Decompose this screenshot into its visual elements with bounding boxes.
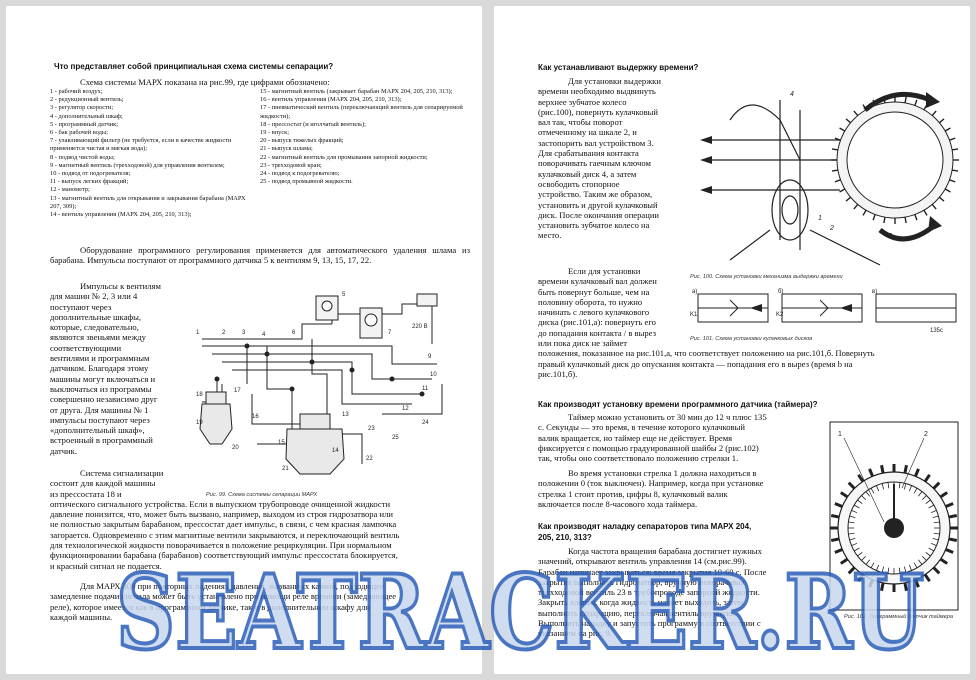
- svg-text:2: 2: [222, 330, 226, 336]
- figure-101-cam-discs: [690, 286, 962, 336]
- legend-item: 19 - впуск;: [260, 129, 290, 137]
- text-line: Во время установки стрелка 1 должна находиться в: [568, 468, 757, 478]
- svg-text:2: 2: [830, 225, 834, 232]
- fig99-voltage-label: 220 В: [412, 324, 428, 330]
- legend-item: 11 - выпуск легких фракций;: [50, 178, 129, 186]
- text-line: валик вращается, но таймер еще не действует. Время: [538, 432, 733, 443]
- text-line: являются звеньями между: [50, 332, 146, 343]
- text-line: для технологической жидкости поворачивается в положение рециркуляции. При нормальном: [50, 540, 392, 551]
- text-line: кулачковый диск 4, а затем: [538, 168, 637, 179]
- text-line: датчиком. Благодаря этому: [50, 363, 149, 374]
- legend-item: 21 - выпуск шлама;: [260, 145, 313, 153]
- legend-item: 17 - пневматический вентиль (переключающий вентиль для сепарируемой жидкости);: [260, 104, 463, 120]
- text-line: Для установки выдержки: [568, 76, 661, 86]
- legend-item: 5 - программный датчик;: [50, 120, 119, 128]
- para-program: Оборудование программного регулирования применяется для автоматического удаления шлама из барабана. Импульсы поступают от программного датчика 5 к вентилям 9, 13, 15, 17, 22.: [50, 245, 470, 266]
- text-line: освободить стопорное: [538, 178, 620, 189]
- fig101-label: в): [872, 289, 878, 295]
- para-impulses: [50, 281, 182, 456]
- text-line: Барабан начинает закрываться; время закрытия 10-60 с. После: [538, 566, 767, 577]
- heading-time-delay: Как устанавливают выдержку времени?: [538, 63, 699, 72]
- text-line: функционировании барабана (барабанов) соответствующий импульс прессостата блокируется,: [50, 550, 398, 561]
- svg-text:19: 19: [196, 420, 203, 426]
- text-line: «дополнительный шкаф»,: [50, 425, 145, 436]
- fig101-label: K2: [776, 312, 784, 318]
- text-line: поступают через: [50, 301, 112, 312]
- text-line: Импульсы к вентилям: [80, 281, 161, 291]
- text-line: рис.101,б).: [538, 368, 578, 379]
- heading-separation-scheme: Что представляет собой принципиальная схема системы сепарации?: [54, 62, 334, 71]
- text-line: дополнительные шкафы,: [50, 311, 142, 322]
- text-line: фиксируется с помощью градуированной шайбы 2 (рис.102): [538, 442, 759, 453]
- text-line: отмеченному на шкале 2, и: [538, 127, 637, 138]
- heading-marx-setup-2: 205, 210, 313?: [538, 533, 592, 542]
- svg-text:3: 3: [888, 233, 892, 240]
- text-line: так, чтобы оно соответствовало положению стрелки 1.: [538, 453, 739, 464]
- legend-item: 24 - подвод к подогревателю;: [260, 170, 340, 178]
- svg-text:14: 14: [332, 448, 339, 454]
- svg-text:11: 11: [422, 386, 429, 392]
- legend-item: 10 - подвод от подогревателя;: [50, 170, 131, 178]
- text-line: выключаться из программы: [50, 383, 152, 394]
- text-line: давление понизится, что, может быть вызвано, например, выходом из строя гидрозатвора или: [50, 509, 393, 520]
- fig101-label: б): [778, 289, 784, 295]
- page-number: 141: [242, 642, 251, 648]
- legend-item: 12 - манометр;: [50, 186, 90, 194]
- text-line: включается после 8-часового хода таймера.: [538, 498, 698, 509]
- text-line: каждой машины.: [50, 611, 113, 622]
- legend-item: 15 - магнитный вентиль (закрывает барабан МАРХ 204, 205, 210, 313);: [260, 88, 453, 95]
- text-line: Для срабатывания контакта: [538, 148, 639, 159]
- legend-item: 4 - дополнительный шкаф;: [50, 112, 123, 120]
- svg-text:9: 9: [428, 354, 432, 360]
- svg-text:1: 1: [196, 330, 200, 336]
- fig101-label: K1: [690, 312, 698, 318]
- text-line: начинать с левого кулачкового: [538, 307, 650, 318]
- text-line: Закрыть клапан, когда жидкость начнет выходить, затем: [538, 597, 744, 608]
- fig101-label: a): [692, 289, 698, 295]
- intro-text: Схема системы МАРХ показана на рис.99, где цифрами обозначено:: [80, 77, 330, 87]
- text-line: машины могут включаться и: [50, 373, 156, 384]
- svg-text:10: 10: [430, 372, 437, 378]
- text-line: для машин № 2, 3 или 4: [50, 291, 138, 302]
- svg-text:21: 21: [282, 466, 289, 472]
- svg-text:15: 15: [278, 440, 285, 446]
- text-line: вентилями и программным: [50, 353, 150, 364]
- text-line: времени необходимо выдвинуть: [538, 86, 656, 97]
- para-timer: [538, 412, 838, 463]
- heading-marx-setup-1: Как производят наладку сепараторов типа МАРХ 204,: [538, 522, 752, 531]
- text-line: которые, следовательно,: [50, 322, 139, 333]
- text-line: значений, открывают вентиль управления 14 (см.рис.99).: [538, 556, 747, 567]
- fig102-label-1: 1: [838, 431, 842, 438]
- svg-text:13: 13: [342, 412, 349, 418]
- text-line: Система сигнализации: [80, 468, 164, 478]
- figure-100-caption: Рис. 100. Схема установки механизма выдержки времени: [690, 274, 843, 280]
- text-line: и красный сигнал не подается.: [50, 560, 162, 571]
- text-line: Если для установки: [568, 266, 641, 276]
- text-line: установить и другой кулачковый: [538, 199, 658, 210]
- svg-text:17: 17: [234, 388, 241, 394]
- svg-text:7: 7: [388, 330, 392, 336]
- text-line: встроенный в программный: [50, 435, 153, 446]
- text-line: совершенно независимо друг: [50, 394, 158, 405]
- figure-100-delay-mechanism: [690, 80, 962, 270]
- text-line: диска (рис.101,а): повернуть его: [538, 317, 656, 328]
- text-line: соответствующими: [50, 342, 122, 353]
- text-line: вал так, чтобы поворот: [538, 117, 623, 128]
- fig102-label-2: 2: [924, 431, 928, 438]
- text-line: устройство. Таким же образом,: [538, 189, 653, 200]
- text-line: Таймер можно установить от 30 мин до 12 ч плюс 135: [568, 412, 767, 422]
- svg-text:12: 12: [402, 406, 409, 412]
- text-line: трехходовой вентиль 23 в трубопроводе запорной жидкости.: [538, 587, 760, 598]
- legend-item: 2 - редукционный вентиль;: [50, 96, 124, 104]
- legend-item: 7 - улавливающий фильтр (не требуется, если в качестве жидкости применяется чистая и мягкая вода);: [50, 137, 232, 153]
- figure-101-caption: Рис. 101. Схема установки кулачковых дисков: [690, 336, 813, 342]
- legend-item: 13 - магнитный вентиль для открывания и закрывания барабана (МАРХ 207, 309);: [50, 194, 246, 210]
- legend-item: 3 - регулятор скорости;: [50, 104, 114, 112]
- text-line: выполнить сепарацию, переключая вентиль вручную.: [538, 607, 735, 618]
- text-line: замедление подачи сигнала может быть установлено при помощи реле времени (замедляющее: [50, 591, 397, 602]
- svg-text:1: 1: [818, 215, 822, 222]
- text-line: стрелка 1 стоит против, цифры 8, кулачковый валик: [538, 488, 728, 499]
- text-line: быть повернут больше, чем на: [538, 286, 650, 297]
- svg-text:6: 6: [292, 330, 296, 336]
- text-line: времени кулачковый вал должен: [538, 276, 657, 287]
- heading-timer-setting: Как производят установку времени программного датчика (таймера)?: [538, 400, 818, 409]
- legend-item: 6 - бак рабочей воды;: [50, 129, 108, 137]
- legend-item: 8 - подвод чистой воды;: [50, 153, 115, 161]
- legend-item: 22 - магнитный вентиль для промывания запорной жидкости;: [260, 153, 428, 161]
- text-line: с. Секунды — это время, в течение которого кулачковый: [538, 422, 745, 433]
- text-line: указанием на рис. 9.: [538, 628, 612, 639]
- text-line: положении 0 (ток выключен). Например, когда при установке: [538, 478, 764, 489]
- svg-text:23: 23: [368, 426, 375, 432]
- text-line: состоит для каждой машины: [50, 478, 156, 489]
- para-time-delay: [538, 76, 678, 241]
- svg-text:4: 4: [262, 332, 266, 338]
- legend-item: 14 - вентиль управления (МАРХ 204, 205, 210, 313);: [50, 211, 192, 219]
- text-line: импульсы поступают через: [50, 414, 150, 425]
- text-line: из прессостата 18 и: [50, 488, 122, 499]
- svg-text:SEATRACKER.RU: SEATRACKER.RU: [116, 553, 924, 664]
- text-line: (рис.100), повернуть кулачковый: [538, 106, 659, 117]
- text-line: загорается. Одновременно с этим магнитные вентили закрываются, и переключающий вентиль: [50, 529, 400, 540]
- figure-99-separation-system: [192, 284, 454, 484]
- svg-text:3: 3: [242, 330, 246, 336]
- text-line: место.: [538, 230, 562, 241]
- svg-text:25: 25: [392, 435, 399, 441]
- svg-text:5: 5: [342, 292, 346, 298]
- text-line: установить зубчатое колесо на: [538, 220, 650, 231]
- text-line: правый кулачковый диск до опускания контакта — попадания его в вырез (время b на: [538, 358, 853, 369]
- text-line: Для МАРХ 309 при повторных падениях давления, вызванных качкой, подходящее: [80, 581, 384, 591]
- figure-102-caption: Рис. 102. Программный датчик таймера: [844, 614, 954, 620]
- legend-item: 1 - рабочий воздух;: [50, 88, 103, 95]
- text-line: закрытия выполнить гидрозатвор, вручную поворачивая: [538, 576, 745, 587]
- svg-text:24: 24: [422, 420, 429, 426]
- legend-item: 18 - прессостат (и иголчатый вентиль);: [260, 120, 366, 128]
- legend-item: 23 - трехходовой кран;: [260, 161, 322, 169]
- text-line: поворачивать гаечным ключом: [538, 158, 651, 169]
- legend-right-column: [260, 88, 466, 186]
- svg-text:22: 22: [366, 456, 373, 462]
- text-line: от друга. Для машины № 1: [50, 404, 149, 415]
- legend-item: 16 - вентиль управления (МАРХ 204, 205, 210, 313);: [260, 96, 402, 104]
- text-line: застопорить вал устройством 3.: [538, 137, 654, 148]
- text-line: или пока диск не займет: [538, 338, 628, 349]
- text-line: оптического сигнального устройства. Если в выпускном трубопроводе очищенной жидкости: [50, 498, 391, 509]
- text-line: половину оборота, то нужно: [538, 296, 643, 307]
- svg-text:20: 20: [232, 445, 239, 451]
- text-line: положения, показанное на рис.101,а, что соответствует положению на рис.101,б. Повернуть: [538, 348, 875, 359]
- legend-item: 9 - магнитный вентиль (трехходовой) для управления вентилем;: [50, 161, 225, 169]
- svg-text:16: 16: [252, 414, 259, 420]
- svg-text:4: 4: [790, 91, 794, 98]
- watermark-logo: [110, 552, 930, 664]
- text-line: Когда частота вращения барабана достигнет нужных: [568, 546, 762, 556]
- text-line: верхнее зубчатое колесо: [538, 96, 627, 107]
- text-line: диск. После окончания операции: [538, 209, 660, 220]
- text-line: датчик.: [50, 445, 77, 456]
- fig101-label: 135с: [930, 328, 944, 334]
- svg-text:18: 18: [196, 392, 203, 398]
- figure-99-caption: Рис. 99. Схема системы сепарации МАРХ: [206, 492, 318, 498]
- text-line: не полностью закрытым барабаном, прессостат дает импульс, в связи, с чем красная лампочка: [50, 519, 397, 530]
- text-line: реле), которое имеется как в программном датчике, так и в дополнительном шкафу для: [50, 601, 370, 612]
- legend-item: 25 - подвод промывной жидкости.: [260, 178, 353, 186]
- legend-item: 20 - выпуск тяжелых фракций;: [260, 137, 344, 145]
- para-timer-arrow: [538, 468, 838, 509]
- legend-left-column: [50, 88, 254, 219]
- text-line: Выполнить наладку и запустить программу в соответствии с: [538, 618, 761, 629]
- text-line: до попадания контакта / в вырез: [538, 327, 656, 338]
